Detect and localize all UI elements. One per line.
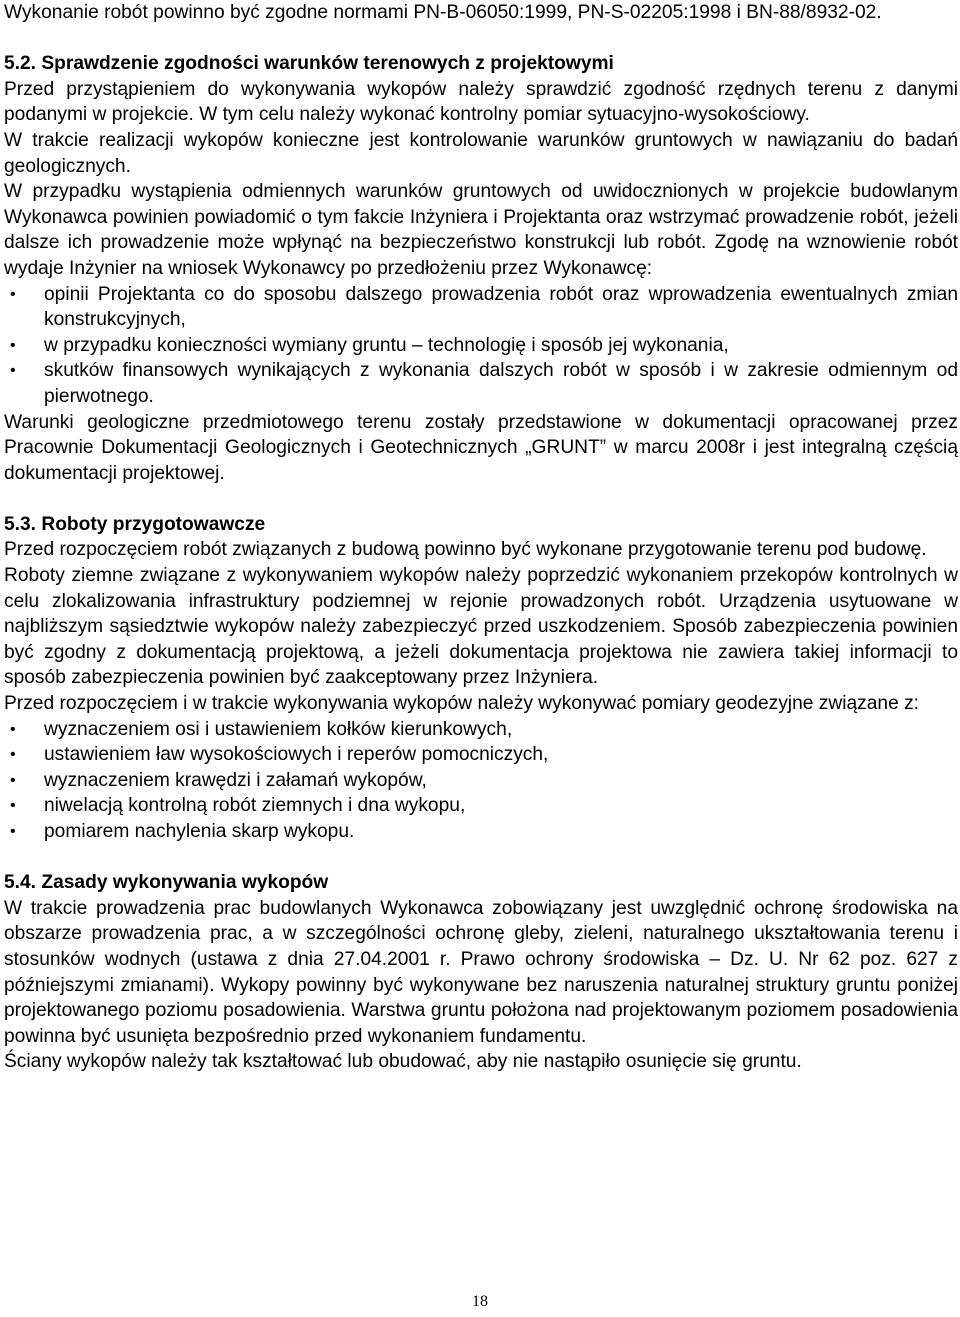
list-item: • wyznaczeniem krawędzi i załamań wykopów, bbox=[4, 768, 958, 794]
page-number: 18 bbox=[472, 1293, 488, 1310]
list-item: • opinii Projektanta co do sposobu dalszego prowadzenia robót oraz wprowadzenia ewentualnych zmian konstrukcyjnych, bbox=[10, 283, 958, 331]
paragraph: Przed przystąpieniem do wykonywania wykopów należy sprawdzić zgodność rzędnych terenu z danymi podanymi w projekcie. W tym celu należy wykonać kontrolny pomiar sytuacyjno-wysokościowy. bbox=[4, 78, 958, 126]
list-item: • w przypadku konieczności wymiany gruntu – technologię i sposób jej wykonania, bbox=[4, 333, 958, 359]
bullet-icon: • bbox=[10, 771, 16, 789]
paragraph: W trakcie prowadzenia prac budowlanych Wykonawca zobowiązany jest uwzględnić ochronę środowiska na obszarze prowadzenia prac, a w szczególności ochronę gleby, zieleni, naturalnego ukształtowania terenu i stosunków wodnych (ustawa z dnia 27.04.2001 r. Prawo ochrony środowiska – Dz. U. Nr 62 poz. 627 z późniejszymi zmianami). Wykopy powinny być wykonywane bez naruszenia naturalnej struktury gruntu poniżej projektowanego poziomu posadowienia. Warstwa gruntu położona nad projektowanym poziomem posadowienia powinna być usunięta bezpośrednio przed wykonaniem fundamentu. bbox=[4, 897, 958, 1047]
bullet-icon: • bbox=[10, 362, 16, 380]
bullet-icon: • bbox=[10, 746, 16, 764]
list-item: • niwelacją kontrolną robót ziemnych i dna wykopu, bbox=[4, 793, 958, 819]
document-page bbox=[4, 0, 958, 1075]
paragraph: Roboty ziemne związane z wykonywaniem wykopów należy poprzedzić wykonaniem przekopów kontrolnych w celu zlokalizowania infrastruktury podziemnej w rejonie prowadzonych robót. Urządzenia usytuowane w najbliższym sąsiedztwie wykopów należy zabezpieczyć przed uszkodzeniem. Sposób zabezpieczenia powinien być zgodny z dokumentacją projektową, a jeżeli dokumentacja projektowa nie zawiera takiej informacji to sposób zabezpieczenia powinien być zaakceptowany przez Inżyniera. bbox=[4, 565, 958, 689]
section-title: Zasady wykonywania wykopów bbox=[41, 872, 329, 894]
paragraph: Przed rozpoczęciem i w trakcie wykonywania wykopów należy wykonywać pomiary geodezyjne związane z: bbox=[4, 693, 919, 715]
section-number: 5.3. bbox=[4, 513, 37, 535]
intro-paragraph: Wykonanie robót powinno być zgodne normami PN-B-06050:1999, PN-S-02205:1998 i BN-88/8932-02. bbox=[4, 2, 882, 23]
section-title: Sprawdzenie zgodności warunków terenowych z projektowymi bbox=[41, 53, 614, 75]
bullet-list bbox=[4, 282, 958, 410]
list-item: • pomiarem nachylenia skarp wykopu. bbox=[4, 819, 958, 845]
bullet-icon: • bbox=[10, 336, 16, 354]
paragraph: Ściany wykopów należy tak kształtować lub obudować, aby nie nastąpiło osunięcie się gruntu. bbox=[4, 1051, 802, 1073]
section-5-2-heading bbox=[4, 51, 958, 77]
section-number: 5.4. bbox=[4, 872, 37, 894]
bullet-icon: • bbox=[10, 285, 16, 303]
section-title: Roboty przygotowawcze bbox=[41, 513, 266, 535]
bullet-icon: • bbox=[10, 797, 16, 815]
bullet-icon: • bbox=[10, 720, 16, 738]
paragraph: W przypadku wystąpienia odmiennych warunków gruntowych od uwidocznionych w projekcie budowlanym Wykonawca powinien powiadomić o tym fakcie Inżyniera i Projektanta oraz wstrzymać prowadzenie robót, jeżeli dalsze ich prowadzenie może wpłynąć na bezpieczeństwo konstrukcji lub robót. Zgodę na wznowienie robót wydaje Inżynier na wniosek Wykonawcy po przedłożeniu przez Wykonawcę: bbox=[4, 181, 958, 279]
paragraph: Przed rozpoczęciem robót związanych z budową powinno być wykonane przygotowanie terenu pod budowę. bbox=[4, 539, 927, 561]
section-5-4-heading bbox=[4, 870, 958, 896]
bullet-list bbox=[4, 717, 958, 845]
section-number: 5.2. bbox=[4, 53, 37, 75]
section-5-3-heading bbox=[4, 512, 958, 538]
list-item: • ustawieniem ław wysokościowych i reperów pomocniczych, bbox=[4, 742, 958, 768]
paragraph: W trakcie realizacji wykopów konieczne jest kontrolowanie warunków gruntowych w nawiązaniu do badań geologicznych. bbox=[4, 129, 958, 177]
paragraph: Warunki geologiczne przedmiotowego terenu zostały przedstawione w dokumentacji opracowanej przez Pracownie Dokumentacji Geologicznych i Geotechnicznych „GRUNT” w marcu 2008r i jest integralną częścią dokumentacji projektowej. bbox=[4, 411, 958, 484]
list-item: • wyznaczeniem osi i ustawieniem kołków kierunkowych, bbox=[4, 717, 958, 743]
bullet-icon: • bbox=[10, 823, 16, 840]
list-item: • skutków finansowych wynikających z wykonania dalszych robót w sposób i w zakresie odmiennym od pierwotnego. bbox=[10, 360, 958, 407]
